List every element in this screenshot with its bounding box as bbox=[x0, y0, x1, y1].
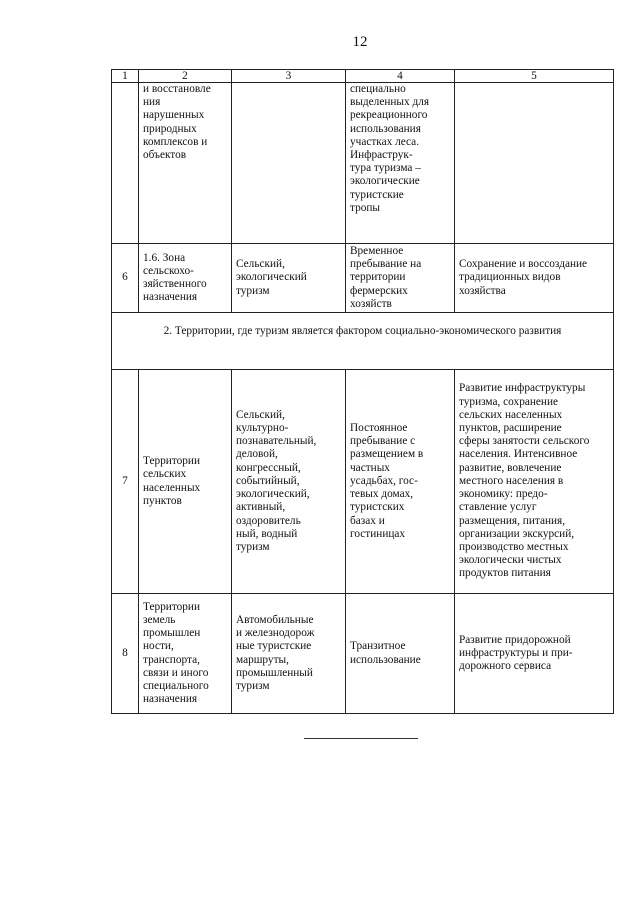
header-cell-1: 1 bbox=[112, 70, 139, 83]
row-number-cell: 8 bbox=[112, 594, 139, 714]
table-header-row bbox=[112, 70, 614, 83]
table-row-continuation bbox=[112, 83, 614, 244]
goal-cell bbox=[455, 83, 614, 244]
goal-cell: Развитие инфраструктуры туризма, сохранение сельских населенных пунктов, расширение сферы занятости сельского населения. Интенсивное развитие, вовлечение местного населения в экономику: предо- ставление услуг размещения, питания, организации экскурсий, производство местных экологически чистых продуктов питания bbox=[455, 370, 614, 594]
header-cell-2: 2 bbox=[139, 70, 232, 83]
stay-type-cell: Постоянное пребывание с размещением в частных усадьбах, гос- тевых домах, туристских базах и гостиницах bbox=[346, 370, 455, 594]
table-row-6 bbox=[112, 244, 614, 313]
zone-cell: и восстановле ния нарушенных природных комплексов и объектов bbox=[139, 83, 232, 244]
tourism-type-cell: Сельский, экологический туризм bbox=[232, 244, 346, 313]
row-number-cell: 6 bbox=[112, 244, 139, 313]
table-row-8 bbox=[112, 594, 614, 714]
goal-cell: Развитие придорожной инфраструктуры и при- дорожного сервиса bbox=[455, 594, 614, 714]
page-number: 12 bbox=[352, 34, 368, 50]
header-cell-3: 3 bbox=[232, 70, 346, 83]
table-row-7 bbox=[112, 370, 614, 594]
row-number-cell bbox=[112, 83, 139, 244]
tourism-zones-table bbox=[111, 69, 614, 714]
header-cell-5: 5 bbox=[455, 70, 614, 83]
section-heading: 2. Территории, где туризм является фактором социально-экономического развития bbox=[112, 313, 614, 370]
row-number-cell: 7 bbox=[112, 370, 139, 594]
tourism-type-cell: Автомобильные и железнодорож ные туристские маршруты, промышленный туризм bbox=[232, 594, 346, 714]
zone-cell: Территории сельских населенных пунктов bbox=[139, 370, 232, 594]
goal-cell: Сохранение и воссоздание традиционных видов хозяйства bbox=[455, 244, 614, 313]
zone-cell: Территории земель промышлен ности, транспорта, связи и иного специального назначения bbox=[139, 594, 232, 714]
stay-type-cell: Транзитное использование bbox=[346, 594, 455, 714]
zone-cell: 1.6. Зона сельскохо- зяйственного назначения bbox=[139, 244, 232, 313]
header-cell-4: 4 bbox=[346, 70, 455, 83]
stay-type-cell: Временное пребывание на территории фермерских хозяйств bbox=[346, 244, 455, 313]
end-of-document-rule bbox=[304, 738, 418, 739]
tourism-type-cell bbox=[232, 83, 346, 244]
table-section-row bbox=[112, 313, 614, 370]
tourism-type-cell: Сельский, культурно- познавательный, деловой, конгрессный, событийный, экологический, активный, оздоровитель ный, водный туризм bbox=[232, 370, 346, 594]
stay-type-cell: специально выделенных для рекреационного использования участках леса. Инфраструк- тура туризма – экологические туристские тропы bbox=[346, 83, 455, 244]
